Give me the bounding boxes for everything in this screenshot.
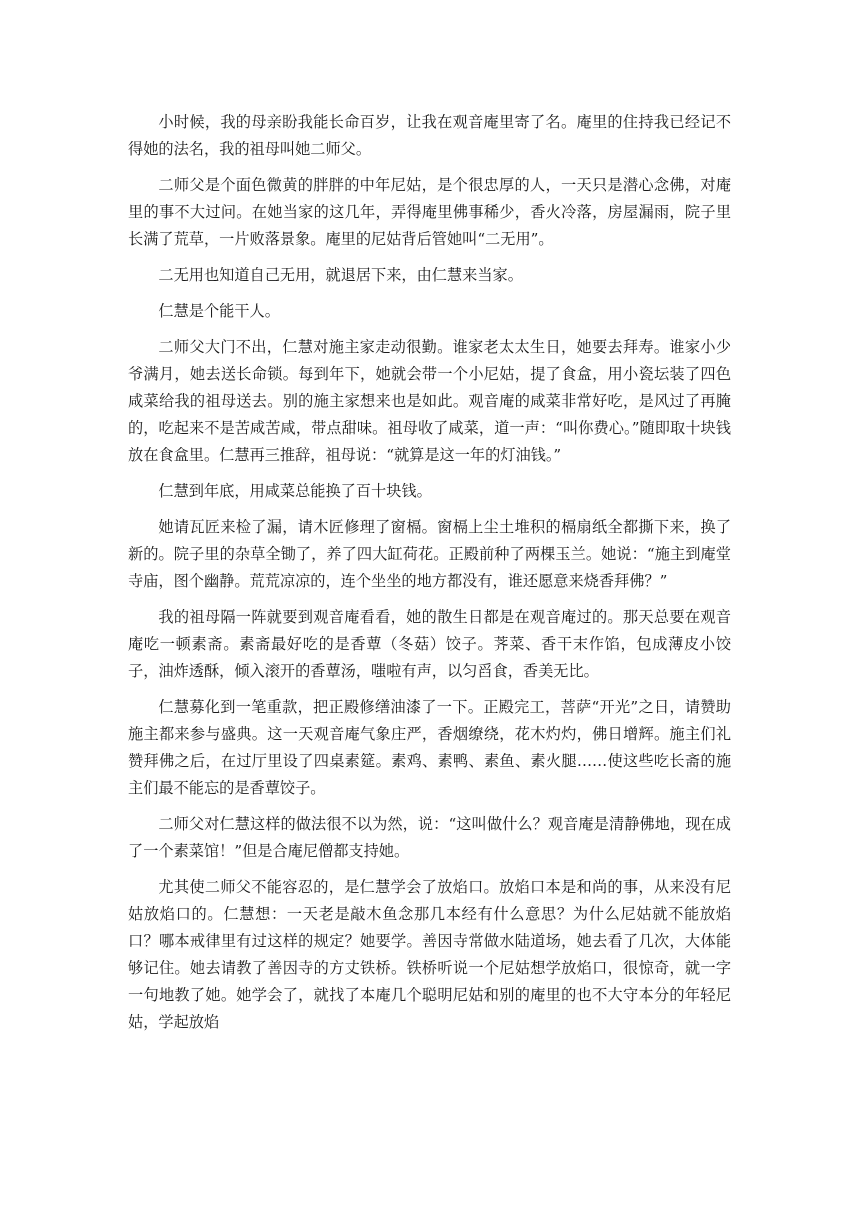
paragraph-9: 仁慧募化到一笔重款，把正殿修缮油漆了一下。正殿完工，菩萨“开光”之日，请赞助施主都来参与盛典。这一天观音庵气象庄严，香烟缭绕，花木灼灼，佛日增辉。施主们礼赞拜佛之后，在过厅里设了四桌素筵。素鸡、素鸭、素鱼、素火腿……使这些吃长斋的施主们最不能忘的是香蕈饺子。: [128, 698, 731, 797]
paragraph-2: 二师父是个面色微黄的胖胖的中年尼姑，是个很忠厚的人，一天只是潜心念佛，对庵里的事不大过问。在她当家的这几年，弄得庵里佛事稀少，香火冷落，房屋漏雨，院子里长满了荒草，一片败落景象。庵里的尼姑背后管她叫“二无用”。: [128, 176, 731, 248]
paragraph-1: 小时候，我的母亲盼我能长命百岁，让我在观音庵里寄了名。庵里的住持我已经记不得她的法名，我的祖母叫她二师父。: [128, 113, 731, 158]
paragraph-6: 仁慧到年底，用咸菜总能换了百十块钱。: [158, 482, 432, 500]
paragraph-10: 二师父对仁慧这样的做法很不以为然，说：“这叫做什么？观音庵是清静佛地，现在成了一个素菜馆！”但是合庵尼僧都支持她。: [128, 815, 731, 860]
paragraph-3: 二无用也知道自己无用，就退居下来，由仁慧来当家。: [158, 266, 523, 284]
paragraph-5: 二师父大门不出，仁慧对施主家走动很勤。谁家老太太生日，她要去拜寿。谁家小少爷满月，她去送长命锁。每到年下，她就会带一个小尼姑，提了食盒，用小瓷坛装了四色咸菜给我的祖母送去。别的施主家想来也是如此。观音庵的咸菜非常好吃，是风过了再腌的，吃起来不是苦咸苦咸，带点甜味。祖母收了咸菜，道一声：“叫你费心。”随即取十块钱放在食盒里。仁慧再三推辞，祖母说：“就算是这一年的灯油钱。”: [128, 338, 731, 464]
paragraph-11: 尤其使二师父不能容忍的，是仁慧学会了放焰口。放焰口本是和尚的事，从来没有尼姑放焰口的。仁慧想：一天老是敲木鱼念那几本经有什么意思？为什么尼姑就不能放焰口？哪本戒律里有过这样的规定？她要学。善因寺常做水陆道场，她去看了几次，大体能够记住。她去请教了善因寺的方丈铁桥。铁桥听说一个尼姑想学放焰口，很惊奇，就一字一句地教了她。她学会了，就找了本庵几个聪明尼姑和别的庵里的也不大守本分的年轻尼姑，学起放焰: [128, 878, 731, 1031]
paragraph-7: 她请瓦匠来检了漏，请木匠修理了窗槅。窗槅上尘土堆积的槅扇纸全都撕下来，换了新的。院子里的杂草全锄了，养了四大缸荷花。正殿前种了两棵玉兰。她说：“施主到庵堂寺庙，图个幽静。荒荒凉凉的，连个坐坐的地方都没有，谁还愿意来烧香拜佛？”: [128, 518, 731, 590]
paragraph-8: 我的祖母隔一阵就要到观音庵看看，她的散生日都是在观音庵过的。那天总要在观音庵吃一顿素斋。素斋最好吃的是香蕈（冬菇）饺子。荠菜、香干末作馅，包成薄皮小饺子，油炸透酥，倾入滚开的香蕈汤，嗤啦有声，以匀舀食，香美无比。: [128, 608, 731, 680]
paragraph-4: 仁慧是个能干人。: [158, 302, 280, 320]
document-body: [128, 109, 731, 1036]
